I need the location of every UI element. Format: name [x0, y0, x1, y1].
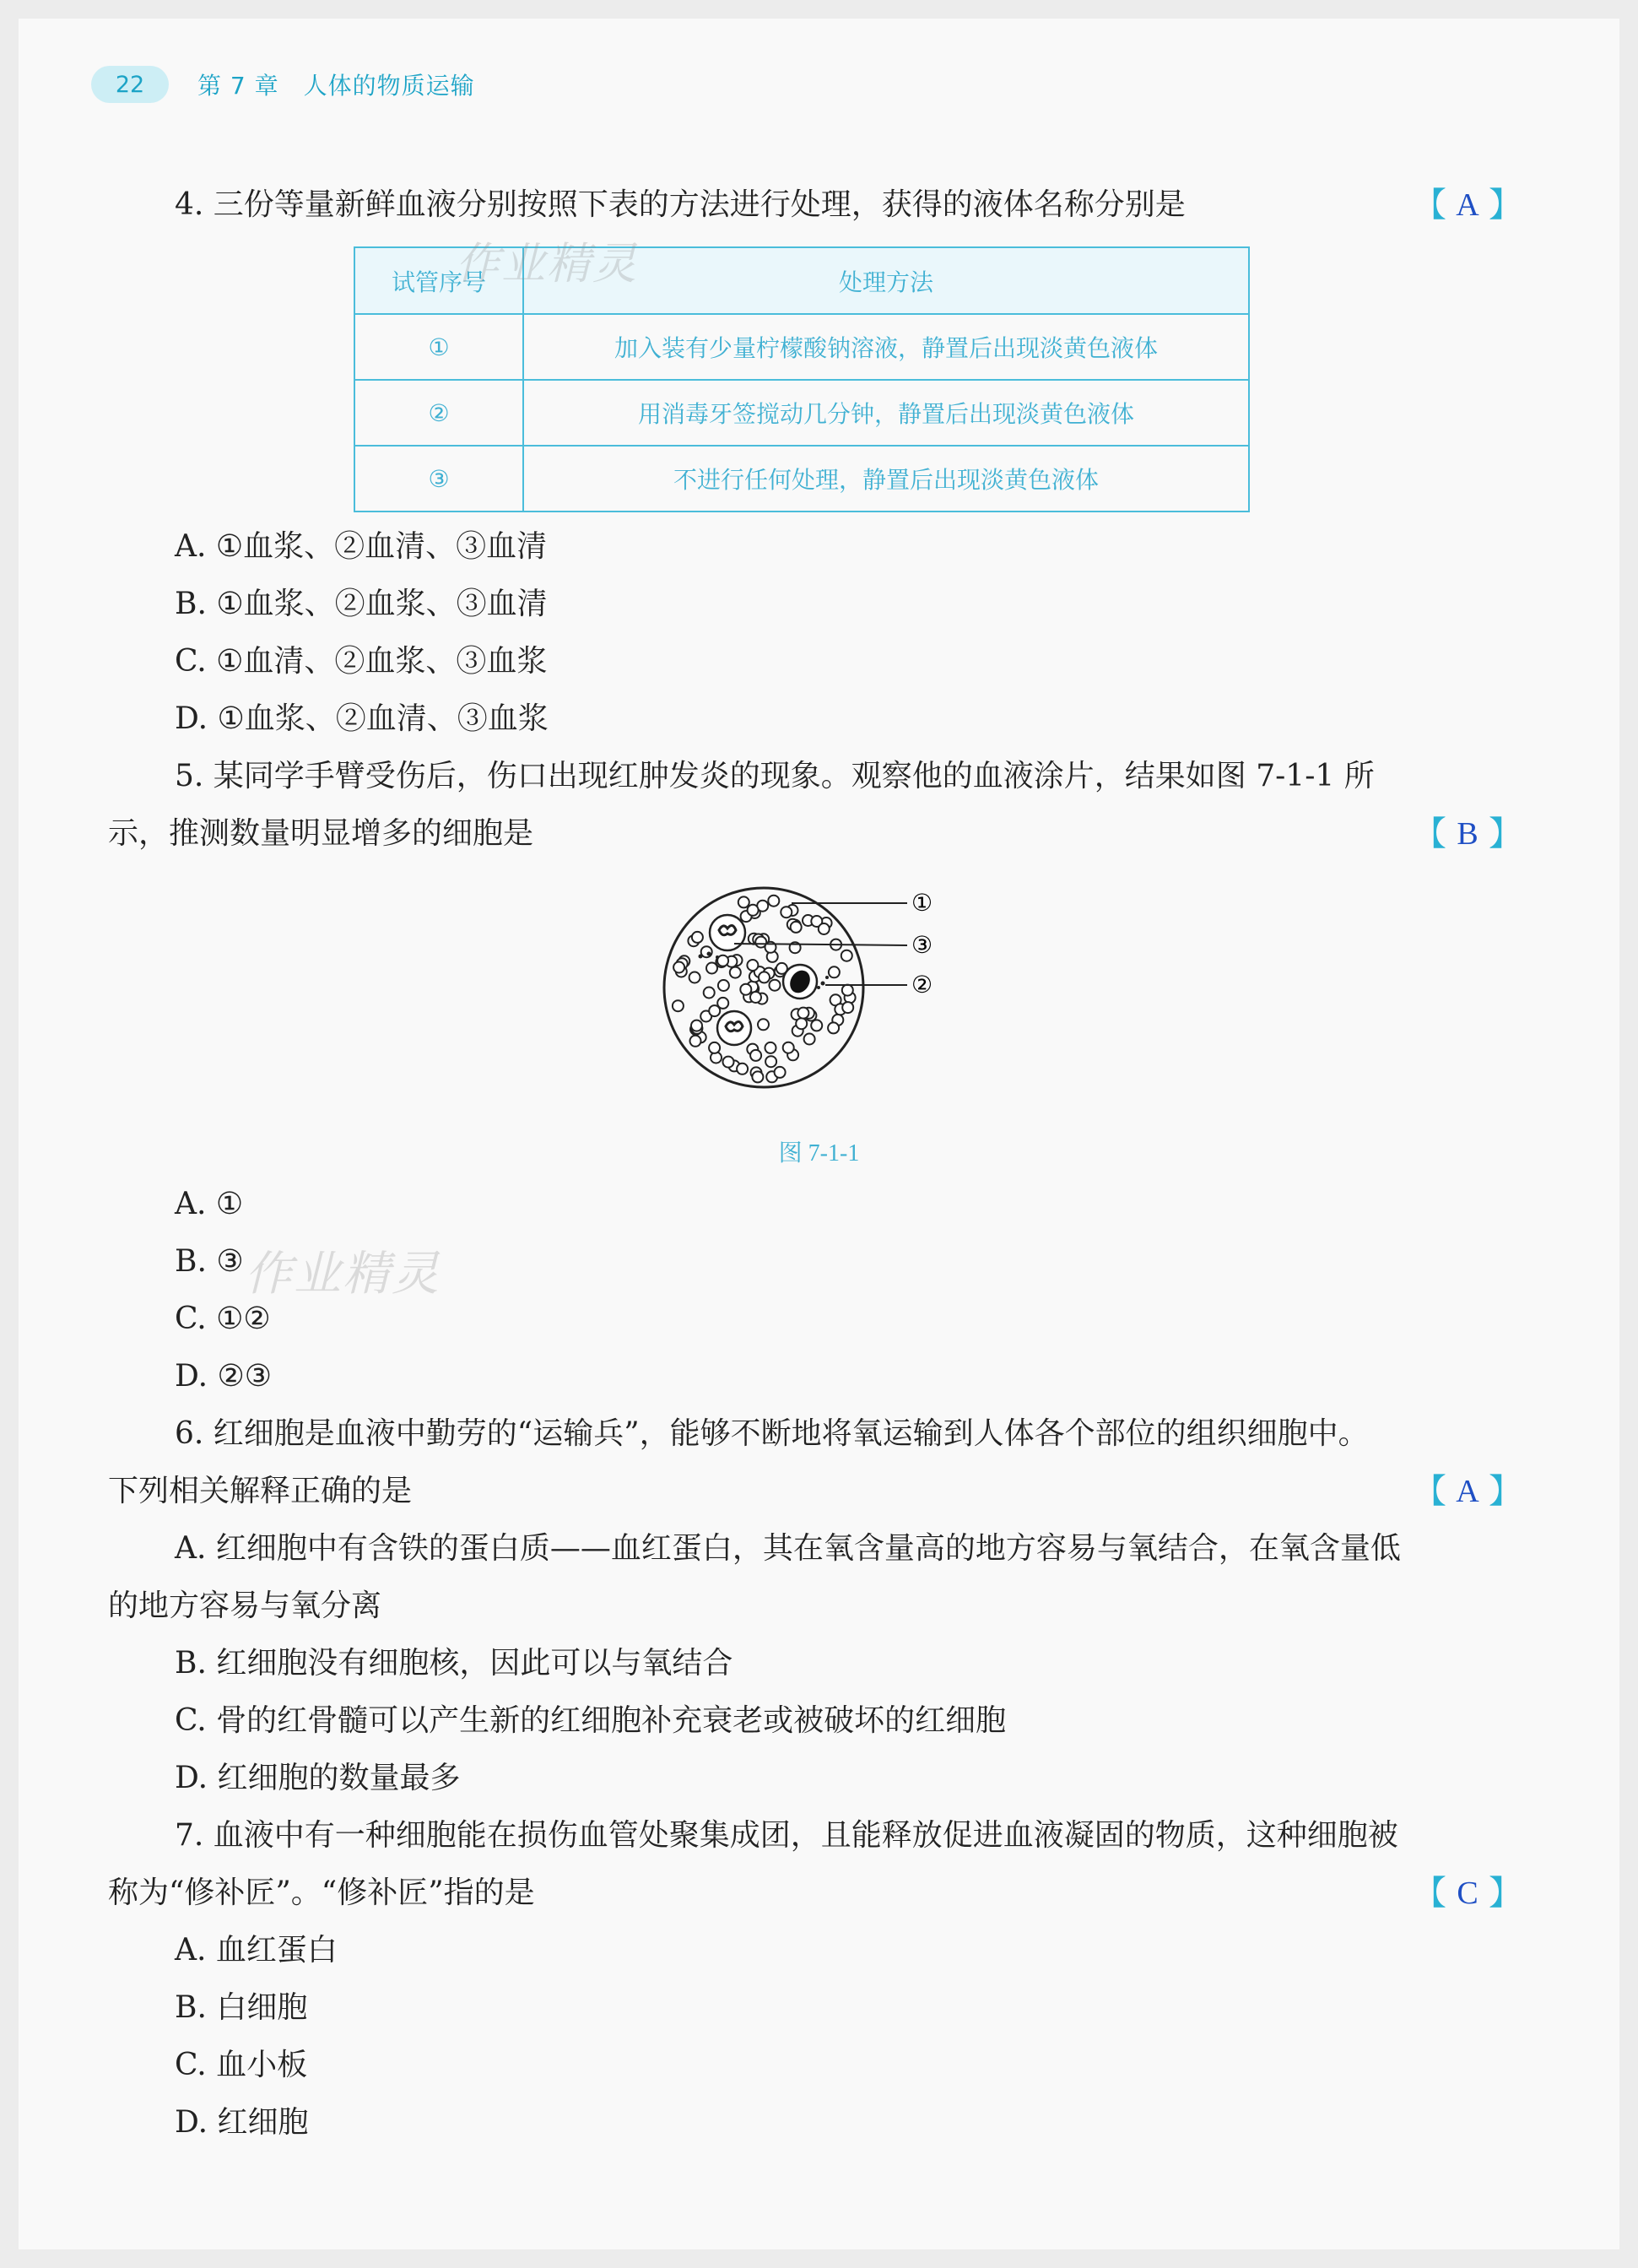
smear-circle — [664, 888, 863, 1087]
red-blood-cell — [752, 1071, 763, 1082]
red-blood-cell — [690, 1036, 701, 1047]
red-blood-cell — [758, 1019, 769, 1030]
option-text: C. ①② — [175, 1302, 271, 1336]
red-blood-cell — [768, 896, 779, 907]
question-5-stem-line-1: 5. 某同学手臂受伤后，伤口出现红肿发炎的现象。观察他的血液涂片，结果如图 7-1-1 所 — [175, 759, 1375, 793]
option-text: C. 骨的红骨髓可以产生新的红细胞补充衰老或被破坏的红细胞 — [175, 1703, 1007, 1738]
question-4-answer: A — [1456, 187, 1479, 223]
red-blood-cell — [829, 966, 840, 977]
question-6-stem-line-2: 下列相关解释正确的是 — [108, 1474, 413, 1508]
red-blood-cell — [791, 922, 802, 933]
figure-label-3: ③ — [911, 931, 933, 959]
option-text: B. 白细胞 — [175, 1990, 308, 2025]
option-text-continued: 的地方容易与氧分离 — [108, 1589, 382, 1623]
treatment-table — [354, 246, 1250, 512]
red-blood-cell — [750, 992, 761, 1003]
option-text: B. 红细胞没有细胞核，因此可以与氧结合 — [175, 1646, 733, 1681]
red-blood-cell — [804, 1034, 815, 1045]
left-bracket: 【 — [1413, 1874, 1446, 1913]
red-blood-cell — [737, 1064, 748, 1074]
page-number-badge: 22 — [91, 66, 169, 103]
red-blood-cell — [841, 950, 852, 961]
table-cell: ① — [354, 314, 523, 380]
red-blood-cell — [740, 984, 751, 995]
option-text: D. ①血浆、②血清、③血浆 — [175, 701, 549, 736]
red-blood-cell — [783, 1042, 794, 1053]
question-7-stem-line-2: 称为“修补匠”。“修补匠”指的是 — [108, 1876, 535, 1910]
red-blood-cell — [765, 1042, 776, 1053]
red-blood-cell — [709, 1042, 720, 1053]
question-4-stem: 4. 三份等量新鲜血液分别按照下表的方法进行处理，获得的液体名称分别是 — [175, 187, 1186, 222]
red-blood-cell — [691, 1020, 702, 1031]
watermark: 作业精灵 — [245, 1247, 441, 1302]
red-blood-cell — [796, 1018, 807, 1029]
red-blood-cell — [811, 1020, 822, 1031]
table-header-cell: 试管序号 — [354, 247, 523, 314]
option-text: D. ②③ — [175, 1359, 273, 1394]
red-blood-cell — [723, 1057, 734, 1068]
option-text: D. 红细胞 — [175, 2105, 309, 2140]
option-text: B. ③ — [175, 1244, 244, 1279]
table-cell: 不进行任何处理，静置后出现淡黄色液体 — [523, 446, 1249, 512]
red-blood-cell — [730, 967, 741, 978]
option-text: A. ①血浆、②血清、③血清 — [175, 529, 548, 564]
table-cell: 加入装有少量柠檬酸钠溶液，静置后出现淡黄色液体 — [523, 314, 1249, 380]
red-blood-cell — [842, 1002, 853, 1013]
option-text: A. ① — [175, 1187, 244, 1221]
blood-smear-figure — [650, 869, 954, 1097]
red-blood-cell — [738, 896, 749, 907]
red-blood-cell — [828, 1022, 839, 1033]
option-text: D. 红细胞的数量最多 — [175, 1761, 461, 1795]
table-row — [354, 380, 1249, 446]
red-blood-cell — [718, 980, 729, 991]
red-blood-cell — [689, 972, 700, 983]
red-blood-cell — [673, 962, 684, 973]
red-blood-cell — [748, 905, 759, 916]
table-header-row — [354, 247, 1249, 314]
table-cell: ② — [354, 380, 523, 446]
red-blood-cell — [765, 1056, 776, 1067]
red-blood-cell — [770, 980, 781, 991]
red-blood-cell — [781, 907, 792, 917]
page-header — [91, 63, 475, 106]
chapter-title: 第 7 章 人体的物质运输 — [197, 72, 475, 100]
white-blood-cell — [717, 1011, 751, 1045]
figure-label-1: ① — [911, 889, 933, 917]
question-5-answer-box — [1413, 815, 1522, 853]
red-blood-cell — [692, 932, 703, 943]
table-row — [354, 314, 1249, 380]
question-7-answer: C — [1457, 1876, 1479, 1911]
red-blood-cell — [701, 946, 712, 957]
red-blood-cell — [704, 988, 715, 999]
red-blood-cell — [842, 985, 853, 996]
watermark: 作业精灵 — [456, 239, 639, 290]
option-text: A. 血红蛋白 — [175, 1933, 338, 1968]
option-text: C. 血小板 — [175, 2048, 308, 2082]
table-cell: ③ — [354, 446, 523, 512]
red-blood-cells — [673, 896, 856, 1083]
question-7-answer-box — [1413, 1874, 1522, 1913]
red-blood-cell — [750, 1050, 761, 1061]
red-blood-cell — [797, 1008, 808, 1019]
red-blood-cell — [819, 923, 830, 934]
red-blood-cell — [717, 998, 728, 1009]
question-6-answer-box — [1413, 1472, 1522, 1511]
question-6-answer: A — [1456, 1474, 1479, 1509]
option-text: C. ①血清、②血浆、③血浆 — [175, 644, 548, 679]
table-cell: 用消毒牙签搅动几分钟，静置后出现淡黄色液体 — [523, 380, 1249, 446]
table-row — [354, 446, 1249, 512]
option-text: A. 红细胞中有含铁的蛋白质——血红蛋白，其在氧含量高的地方容易与氧结合，在氧含量低 — [175, 1531, 1401, 1566]
red-blood-cell — [759, 972, 770, 982]
right-bracket: 】 — [1488, 186, 1522, 225]
question-4-answer-box — [1413, 186, 1522, 225]
right-bracket: 】 — [1488, 1874, 1522, 1913]
left-bracket: 【 — [1413, 815, 1446, 853]
question-5-answer: B — [1457, 816, 1479, 852]
question-6-stem-line-1: 6. 红细胞是血液中勤劳的“运输兵”，能够不断地将氧运输到人体各个部位的组织细胞中。 — [175, 1416, 1369, 1451]
left-bracket: 【 — [1413, 1472, 1446, 1511]
figure-caption: 图 7-1-1 — [778, 1140, 860, 1166]
figure-label-2: ② — [911, 971, 933, 999]
red-blood-cell — [775, 1067, 786, 1078]
option-text: B. ①血浆、②血浆、③血清 — [175, 587, 548, 621]
question-5-stem-line-2: 示，推测数量明显增多的细胞是 — [108, 816, 534, 851]
red-blood-cell — [747, 960, 758, 971]
white-blood-cell — [710, 915, 745, 950]
question-7-stem-line-1: 7. 血液中有一种细胞能在损伤血管处聚集成团，且能释放促进血液凝固的物质，这种细胞被 — [175, 1818, 1398, 1853]
white-blood-cell-large — [783, 965, 817, 999]
red-blood-cell — [673, 1000, 684, 1011]
red-blood-cell — [717, 955, 728, 966]
right-bracket: 】 — [1488, 1472, 1522, 1511]
right-bracket: 】 — [1488, 815, 1522, 853]
table-header-cell: 处理方法 — [523, 247, 1249, 314]
left-bracket: 【 — [1413, 186, 1446, 225]
